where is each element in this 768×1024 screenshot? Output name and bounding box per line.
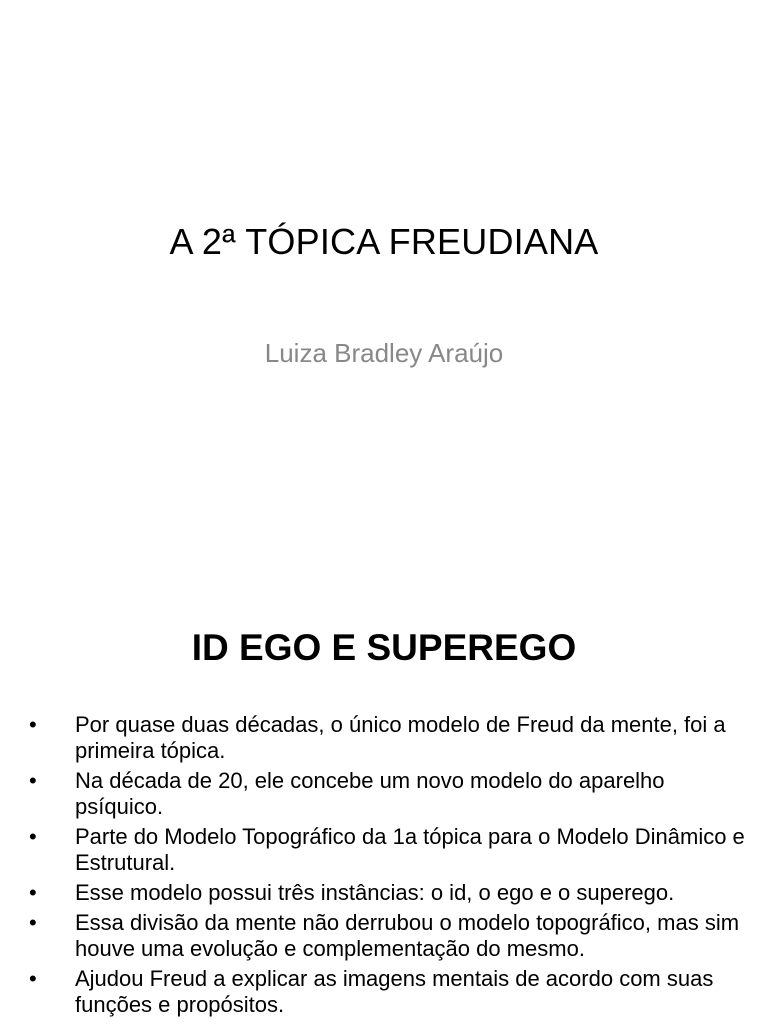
list-item [28,824,748,876]
bullet-text: Por quase duas décadas, o único modelo de Freud da mente, foi a primeira tópica. [75,712,726,763]
list-item [28,880,748,906]
bullet-list [28,712,748,1022]
content-slide [0,576,768,1024]
author-subtitle: Luiza Bradley Araújo [264,338,504,368]
bullet-icon: • [29,910,37,935]
bullet-icon: • [29,824,37,849]
slide-heading: ID EGO E SUPEREGO [191,627,577,668]
bullet-text: Esse modelo possui três instâncias: o id, o ego e o superego. [75,880,675,905]
bullet-text: Parte do Modelo Topográfico da 1a tópica para o Modelo Dinâmico e Estrutural. [75,824,745,875]
bullet-icon: • [29,712,37,737]
presentation-title: A 2ª TÓPICA FREUDIANA [169,221,599,262]
bullet-text: Na década de 20, ele concebe um novo modelo do aparelho psíquico. [75,768,665,819]
list-item [28,966,748,1018]
list-item [28,768,748,820]
bullet-text: Essa divisão da mente não derrubou o modelo topográfico, mas sim houve uma evolução e complementação do mesmo. [75,910,740,961]
list-item [28,910,748,962]
bullet-icon: • [29,768,37,793]
bullet-icon: • [29,966,37,991]
list-item [28,712,748,764]
bullet-text: Ajudou Freud a explicar as imagens mentais de acordo com suas funções e propósitos. [75,966,714,1017]
bullet-icon: • [29,880,37,905]
